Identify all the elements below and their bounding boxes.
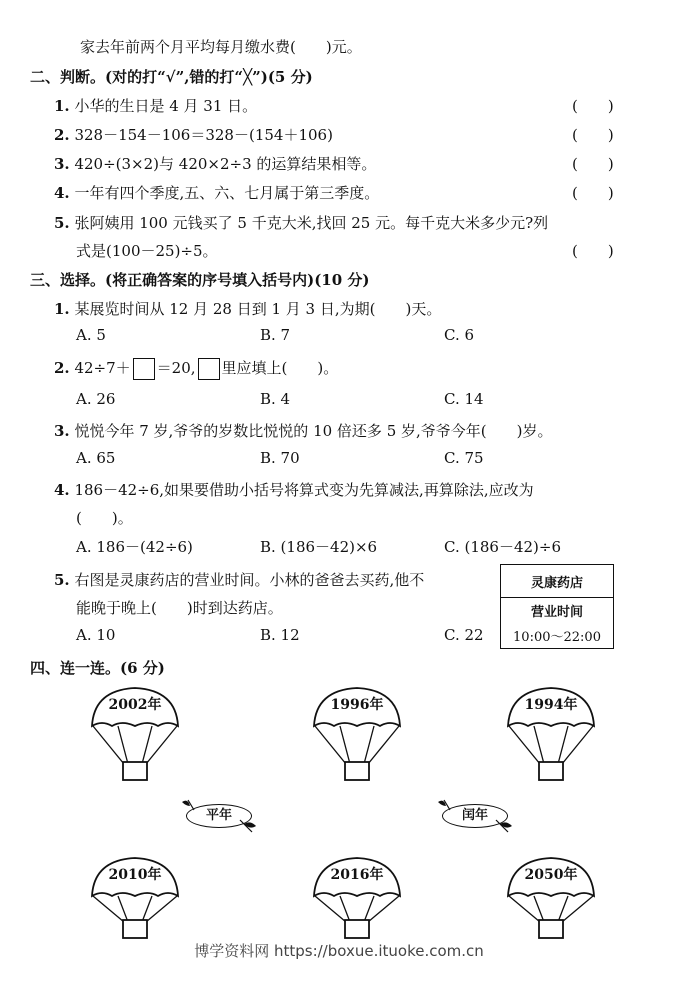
option-c[interactable]: C. 75 [444,449,484,467]
parachute-2002[interactable] [88,686,182,790]
parachute-1994[interactable] [504,686,598,790]
item-text-continued: ( )。 [76,509,133,527]
judge-item-3 [54,153,376,174]
item-number: 1. [54,97,70,115]
option-a[interactable]: A. 65 [76,449,116,467]
option-b[interactable]: B. (186－42)×6 [260,538,378,556]
footer-watermark: 博学资料网 https://boxue.ituoke.com.cn [194,942,484,960]
option-a[interactable]: A. 5 [76,326,106,344]
item-number: 4. [54,184,70,202]
blank-box[interactable] [133,358,155,380]
answer-paren[interactable]: ( ) [572,242,614,260]
item-number: 1. [54,300,70,318]
section4-heading: 四、连一连。(6 分) [30,659,165,677]
intro-line: 家去年前两个月平均每月缴水费( )元。 [80,38,362,56]
item-text: 悦悦今年 7 岁,爷爷的岁数比悦悦的 10 倍还多 5 岁,爷爷今年( )岁。 [74,422,553,440]
year-label: 2050年 [524,867,578,883]
item-number: 3. [54,155,70,173]
choice-q2 [54,357,338,380]
option-b[interactable]: B. 70 [260,449,300,467]
option-c[interactable]: C. (186－42)÷6 [444,538,562,556]
item-text: 186－42÷6,如果要借助小括号将算式变为先算减法,再算除法,应改为 [74,481,534,499]
item-text: 某展览时间从 12 月 28 日到 1 月 3 日,为期( )天。 [74,300,442,318]
item-text: ＝20, [156,359,196,377]
judge-item-1 [54,95,257,116]
item-number: 2. [54,126,70,144]
pharmacy-hours-table [500,564,614,649]
judge-item-5 [54,212,548,233]
year-label: 2016年 [330,867,384,883]
item-text: 42÷7＋ [74,359,131,377]
option-c[interactable]: C. 6 [444,326,475,344]
choice-q5 [54,569,424,590]
option-a[interactable]: A. 186－(42÷6) [76,538,193,556]
year-label: 1994年 [524,697,578,713]
choice-q4 [54,479,534,500]
choice-q3 [54,420,552,441]
label-leap-year[interactable] [436,796,516,840]
item-number: 2. [54,359,70,377]
answer-paren[interactable]: ( ) [572,126,614,144]
year-label: 2002年 [108,697,162,713]
hours-value: 10:00～22:00 [501,623,614,649]
item-number: 5. [54,214,70,232]
blank-box[interactable] [198,358,220,380]
item-text: 一年有四个季度,五、六、七月属于第三季度。 [74,184,380,202]
label-common-year[interactable] [180,796,260,840]
item-text: 张阿姨用 100 元钱买了 5 千克大米,找回 25 元。每千克大米多少元?列 [74,214,549,232]
item-number: 5. [54,571,70,589]
parachute-1996[interactable] [310,686,404,790]
item-text: 小华的生日是 4 月 31 日。 [74,97,258,115]
year-label: 2010年 [108,867,162,883]
option-b[interactable]: B. 12 [260,626,300,644]
item-text: 右图是灵康药店的营业时间。小林的爸爸去买药,他不 [74,571,425,589]
answer-paren[interactable]: ( ) [572,97,614,115]
leap-year-oval: 闰年 [442,804,508,828]
pharmacy-name: 灵康药店 [501,565,614,598]
hours-label: 营业时间 [501,598,614,624]
option-b[interactable]: B. 7 [260,326,291,344]
year-label: 1996年 [330,697,384,713]
item-text-continued: 能晚于晚上( )时到达药店。 [76,599,283,617]
option-c[interactable]: C. 14 [444,390,484,408]
option-a[interactable]: A. 10 [76,626,116,644]
item-number: 4. [54,481,70,499]
item-number: 3. [54,422,70,440]
answer-paren[interactable]: ( ) [572,184,614,202]
choice-q1 [54,298,441,319]
option-a[interactable]: A. 26 [76,390,116,408]
item-text: 328－154－106＝328－(154＋106) [74,126,333,144]
item-text: 里应填上( )。 [221,359,339,377]
item-text: 420÷(3×2)与 420×2÷3 的运算结果相等。 [74,155,377,173]
judge-item-2 [54,124,333,145]
option-b[interactable]: B. 4 [260,390,291,408]
option-c[interactable]: C. 22 [444,626,484,644]
section3-heading: 三、选择。(将正确答案的序号填入括号内)(10 分) [30,271,370,289]
answer-paren[interactable]: ( ) [572,155,614,173]
common-year-oval: 平年 [186,804,252,828]
section2-heading: 二、判断。(对的打“√”,错的打“╳”)(5 分) [30,68,313,86]
judge-item-4 [54,182,379,203]
item-text-continued: 式是(100－25)÷5。 [76,242,218,260]
